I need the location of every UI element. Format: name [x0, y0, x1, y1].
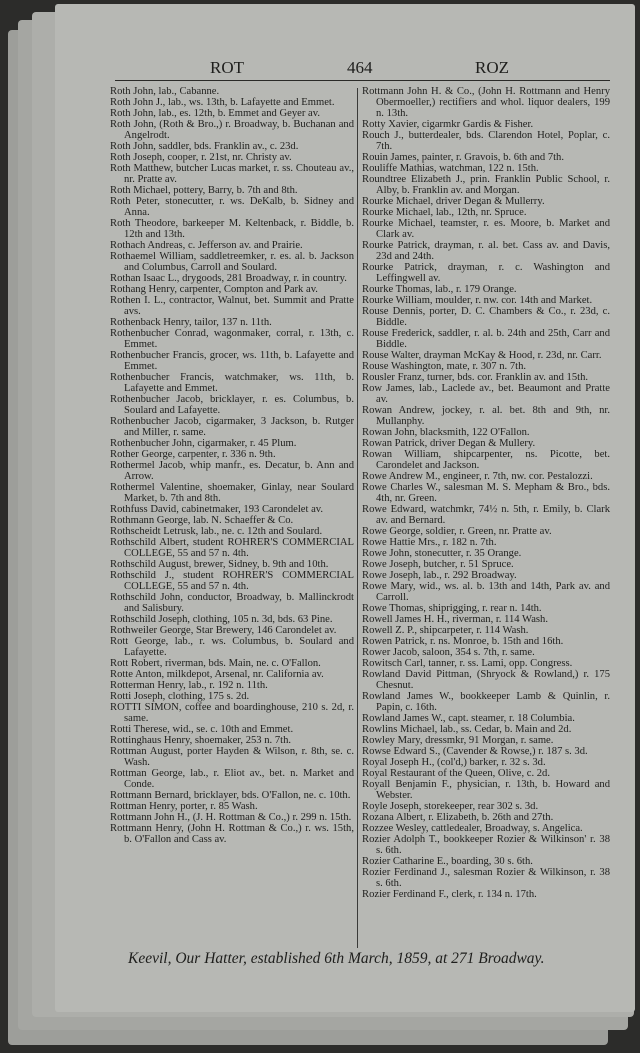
directory-entry: Rozier Ferdinand J., salesman Rozier & Wilkinson, r. 38 s. 6th. [362, 867, 610, 889]
directory-entry: Roth John, saddler, bds. Franklin av., c. 23d. [110, 141, 299, 152]
directory-entry: Rotty Xavier, cigarmkr Gardis & Fisher. [362, 119, 534, 130]
directory-entry: Rother George, carpenter, r. 336 n. 9th. [110, 449, 276, 460]
directory-entry: Roth John, (Roth & Bro.,) r. Broadway, b. Buchanan and Angelrodt. [110, 119, 354, 141]
directory-entry: Rothenback Henry, tailor, 137 n. 11th. [110, 317, 272, 328]
directory-entry: Rothenbucher Francis, watchmaker, ws. 11th, b. Lafayette and Emmet. [110, 372, 354, 394]
directory-entry: Rowe Andrew M., engineer, r. 7th, nw. cor. Pestalozzi. [362, 471, 593, 482]
directory-entry: Rowland James W., bookkeeper Lamb & Quinlin, r. Papin, c. 16th. [362, 691, 610, 713]
directory-entry: Roth Michael, pottery, Barry, b. 7th and 8th. [110, 185, 298, 196]
directory-entry: Rothen I. L., contractor, Walnut, bet. Summit and Pratte avs. [110, 295, 354, 317]
directory-entry: Rowell Z. P., shipcarpeter, r. 114 Wash. [362, 625, 529, 636]
directory-entry: Rottmann Bernard, bricklayer, bds. O'Fallon, ne. c. 10th. [110, 790, 351, 801]
directory-entry: Rozier Ferdinand F., clerk, r. 134 n. 17th. [362, 889, 537, 900]
directory-entry: Rowell James H. H., riverman, r. 114 Wash. [362, 614, 548, 625]
directory-entry: Rothfuss David, cabinetmaker, 193 Carondelet av. [110, 504, 324, 515]
directory-entry: Rottman George, lab., r. Eliot av., bet. n. Market and Conde. [110, 768, 354, 790]
directory-entry: Rothenbucher Francis, grocer, ws. 11th, b. Lafayette and Emmet. [110, 350, 354, 372]
directory-entry: Rouliffe Mathias, watchman, 122 n. 15th. [362, 163, 539, 174]
advertisement-footer: Keevil, Our Hatter, established 6th March, 1859, at 271 Broadway. [128, 950, 545, 967]
directory-entry: Rowe George, soldier, r. Green, nr. Pratte av. [362, 526, 552, 537]
directory-entry: ROTTI SIMON, coffee and boardinghouse, 210 s. 2d, r. same. [110, 702, 354, 724]
directory-entry: Rowe John, stonecutter, r. 35 Orange. [362, 548, 522, 559]
directory-entry: Royle Joseph, storekeeper, rear 302 s. 3d. [362, 801, 539, 812]
directory-entry: Rourke Patrick, drayman, r. c. Washington and Leffingwell av. [362, 262, 610, 284]
right-column [362, 86, 610, 900]
directory-entry: Rothenbucher Jacob, cigarmaker, 3 Jackson, b. Rutger and Miller, r. same. [110, 416, 354, 438]
directory-entry: Roth Peter, stonecutter, r. ws. DeKalb, b. Sidney and Anna. [110, 196, 354, 218]
directory-entry: Roundtree Elizabeth J., prin. Franklin Public School, r. Alby, b. Franklin av. and Morgan. [362, 174, 610, 196]
directory-entry: Rouse Walter, drayman McKay & Hood, r. 23d, nr. Carr. [362, 350, 602, 361]
directory-entry: Rourke Michael, teamster, r. es. Moore, b. Market and Clark av. [362, 218, 610, 240]
directory-entry: Roth Theodore, barkeeper M. Keltenback, r. Biddle, b. 12th and 13th. [110, 218, 354, 240]
directory-entry: Rowan John, blacksmith, 122 O'Fallon. [362, 427, 530, 438]
directory-entry: Rowan Patrick, driver Degan & Mullery. [362, 438, 536, 449]
directory-entry: Rowe Charles W., salesman M. S. Mepham & Bro., bds. 4th, nr. Green. [362, 482, 610, 504]
directory-entry: Rothenbucher John, cigarmaker, r. 45 Plum. [110, 438, 297, 449]
directory-entry: Rowen Patrick, r. ns. Monroe, b. 15th and 16th. [362, 636, 564, 647]
header-rule [115, 80, 610, 81]
directory-entry: Rott George, lab., r. ws. Columbus, b. Soulard and Lafayette. [110, 636, 354, 658]
directory-entry: Rourke Patrick, drayman, r. al. bet. Cass av. and Davis, 23d and 24th. [362, 240, 610, 262]
directory-entry: Rowe Thomas, shiprigging, r. rear n. 14th. [362, 603, 542, 614]
directory-entry: Rothaemel William, saddletreemker, r. es. al. b. Jackson and Columbus, Carroll and Soulard. [110, 251, 354, 273]
directory-entry: Rozzee Wesley, cattledealer, Broadway, s. Angelica. [362, 823, 583, 834]
directory-entry: Rowland James W., capt. steamer, r. 18 Columbia. [362, 713, 575, 724]
directory-entry: Rouse Washington, mate, r. 307 n. 7th. [362, 361, 527, 372]
page-number: 464 [347, 58, 373, 77]
column-divider [357, 88, 358, 948]
directory-entry: Rowe Hattie Mrs., r. 182 n. 7th. [362, 537, 497, 548]
directory-entry: Roth Joseph, cooper, r. 21st, nr. Christy av. [110, 152, 292, 163]
directory-entry: Rothweiler George, Star Brewery, 146 Carondelet av. [110, 625, 337, 636]
directory-entry: Rouse Frederick, saddler, r. al. b. 24th and 25th, Carr and Biddle. [362, 328, 610, 350]
directory-entry: Rourke William, moulder, r. nw. cor. 14th and Market. [362, 295, 593, 306]
directory-entry: Rower Jacob, saloon, 354 s. 7th, r. same. [362, 647, 535, 658]
directory-entry: Rothan Isaac L., drygoods, 281 Broadway, r. in country. [110, 273, 347, 284]
directory-entry: Rothenbucher Jacob, bricklayer, r. es. Columbus, b. Soulard and Lafayette. [110, 394, 354, 416]
directory-entry: Rothschild August, brewer, Sidney, b. 9th and 10th. [110, 559, 329, 570]
directory-entry: Rowlins Michael, lab., ss. Cedar, b. Main and 2d. [362, 724, 572, 735]
left-column [110, 86, 354, 845]
directory-entry: Rozier Adolph T., bookkeeper Rozier & Wilkinson' r. 38 s. 6th. [362, 834, 610, 856]
directory-entry: Rotterman Henry, lab., r. 192 n. 11th. [110, 680, 268, 691]
directory-entry: Rouse Dennis, porter, D. C. Chambers & Co., r. 23d, c. Biddle. [362, 306, 610, 328]
left-guide-word: ROT [210, 58, 244, 77]
directory-entry: Rothschild Joseph, clothing, 105 n. 3d, bds. 63 Pine. [110, 614, 333, 625]
directory-entry: Rowland David Pittman, (Shryock & Rowland,) r. 175 Chesnut. [362, 669, 610, 691]
running-header [110, 58, 610, 80]
directory-entry: Royall Benjamin F., physician, r. 13th, b. Howard and Webster. [362, 779, 610, 801]
directory-entry: Rowan William, shipcarpenter, ns. Picotte, bet. Carondelet and Jackson. [362, 449, 610, 471]
directory-entry: Rothschild J., student ROHRER'S COMMERCIAL COLLEGE, 55 and 57 n. 4th. [110, 570, 354, 592]
directory-entry: Row James, lab., Laclede av., bet. Beaumont and Pratte av. [362, 383, 610, 405]
directory-entry: Rowe Edward, watchmkr, 74½ n. 5th, r. Emily, b. Clark av. and Bernard. [362, 504, 610, 526]
directory-entry: Rotti Therese, wid., se. c. 10th and Emmet. [110, 724, 294, 735]
directory-entry: Rozana Albert, r. Elizabeth, b. 26th and 27th. [362, 812, 554, 823]
directory-entry: Rouch J., butterdealer, bds. Clarendon Hotel, Poplar, c. 7th. [362, 130, 610, 152]
directory-entry: Rowley Mary, dressmkr, 91 Morgan, r. same. [362, 735, 554, 746]
directory-entry: Rourke Michael, lab., 12th, nr. Spruce. [362, 207, 527, 218]
directory-entry: Rottmann John H. & Co., (John H. Rottmann and Henry Obermoeller,) rectifiers and whol. liquor dealers, 199 n. 13th. [362, 86, 610, 119]
directory-entry: Rothermel Jacob, whip manfr., es. Decatur, b. Ann and Arrow. [110, 460, 354, 482]
directory-entry: Royal Restaurant of the Queen, Olive, c. 2d. [362, 768, 550, 779]
directory-entry: Roth Matthew, butcher Lucas market, r. ss. Chouteau av., nr. Pratte av. [110, 163, 354, 185]
directory-entry: Rottman Henry, porter, r. 85 Wash. [110, 801, 258, 812]
directory-entry: Rothach Andreas, c. Jefferson av. and Prairie. [110, 240, 303, 251]
directory-entry: Rowe Joseph, lab., r. 292 Broadway. [362, 570, 517, 581]
directory-entry: Rousler Franz, turner, bds. cor. Franklin av. and 15th. [362, 372, 589, 383]
directory-entry: Rothenbucher Conrad, wagonmaker, corral, r. 13th, c. Emmet. [110, 328, 354, 350]
directory-entry: Rothschild John, conductor, Broadway, b. Mallinckrodt and Salisbury. [110, 592, 354, 614]
directory-entry: Rowe Joseph, butcher, r. 51 Spruce. [362, 559, 514, 570]
directory-entry: Rozier Catharine E., boarding, 30 s. 6th. [362, 856, 533, 867]
directory-entry: Rourke Michael, driver Degan & Mullerry. [362, 196, 545, 207]
directory-entry: Rothmann George, lab. N. Schaeffer & Co. [110, 515, 294, 526]
directory-entry: Rothermel Valentine, shoemaker, Ginlay, near Soulard Market, b. 7th and 8th. [110, 482, 354, 504]
directory-entry: Rothschild Albert, student ROHRER'S COMMERCIAL COLLEGE, 55 and 57 n. 4th. [110, 537, 354, 559]
directory-entry: Rottinghaus Henry, shoemaker, 253 n. 7th. [110, 735, 292, 746]
directory-entry: Roth John, lab., es. 12th, b. Emmet and Geyer av. [110, 108, 320, 119]
directory-entry: Roth John, lab., Cabanne. [110, 86, 220, 97]
directory-entry: Rottmann Henry, (John H. Rottman & Co.,) r. ws. 15th, b. O'Fallon and Cass av. [110, 823, 354, 845]
directory-entry: Rothang Henry, carpenter, Compton and Park av. [110, 284, 318, 295]
directory-entry: Rowse Edward S., (Cavender & Rowse,) r. 187 s. 3d. [362, 746, 588, 757]
directory-entry: Roth John J., lab., ws. 13th, b. Lafayette and Emmet. [110, 97, 335, 108]
directory-entry: Rouin James, painter, r. Gravois, b. 6th and 7th. [362, 152, 565, 163]
directory-entry: Rottmann John H., (J. H. Rottman & Co.,) r. 299 n. 15th. [110, 812, 352, 823]
directory-entry: Rourke Thomas, lab., r. 179 Orange. [362, 284, 517, 295]
directory-entry: Royal Joseph H., (col'd,) barker, r. 32 s. 3d. [362, 757, 546, 768]
directory-entry: Rotti Joseph, clothing, 175 s. 2d. [110, 691, 250, 702]
right-guide-word: ROZ [475, 58, 509, 77]
directory-entry: Rott Robert, riverman, bds. Main, ne. c. O'Fallon. [110, 658, 321, 669]
directory-entry: Rotte Anton, milkdepot, Arsenal, nr. California av. [110, 669, 324, 680]
directory-entry: Rowitsch Carl, tanner, r. ss. Lami, opp. Congress. [362, 658, 573, 669]
directory-entry: Rowan Andrew, jockey, r. al. bet. 8th and 9th, nr. Mullanphy. [362, 405, 610, 427]
directory-entry: Rothscheidt Letrusk, lab., ne. c. 12th and Soulard. [110, 526, 323, 537]
directory-entry: Rottman August, porter Hayden & Wilson, r. 8th, se. c. Wash. [110, 746, 354, 768]
directory-entry: Rowe Mary, wid., ws. al. b. 13th and 14th, Park av. and Carroll. [362, 581, 610, 603]
